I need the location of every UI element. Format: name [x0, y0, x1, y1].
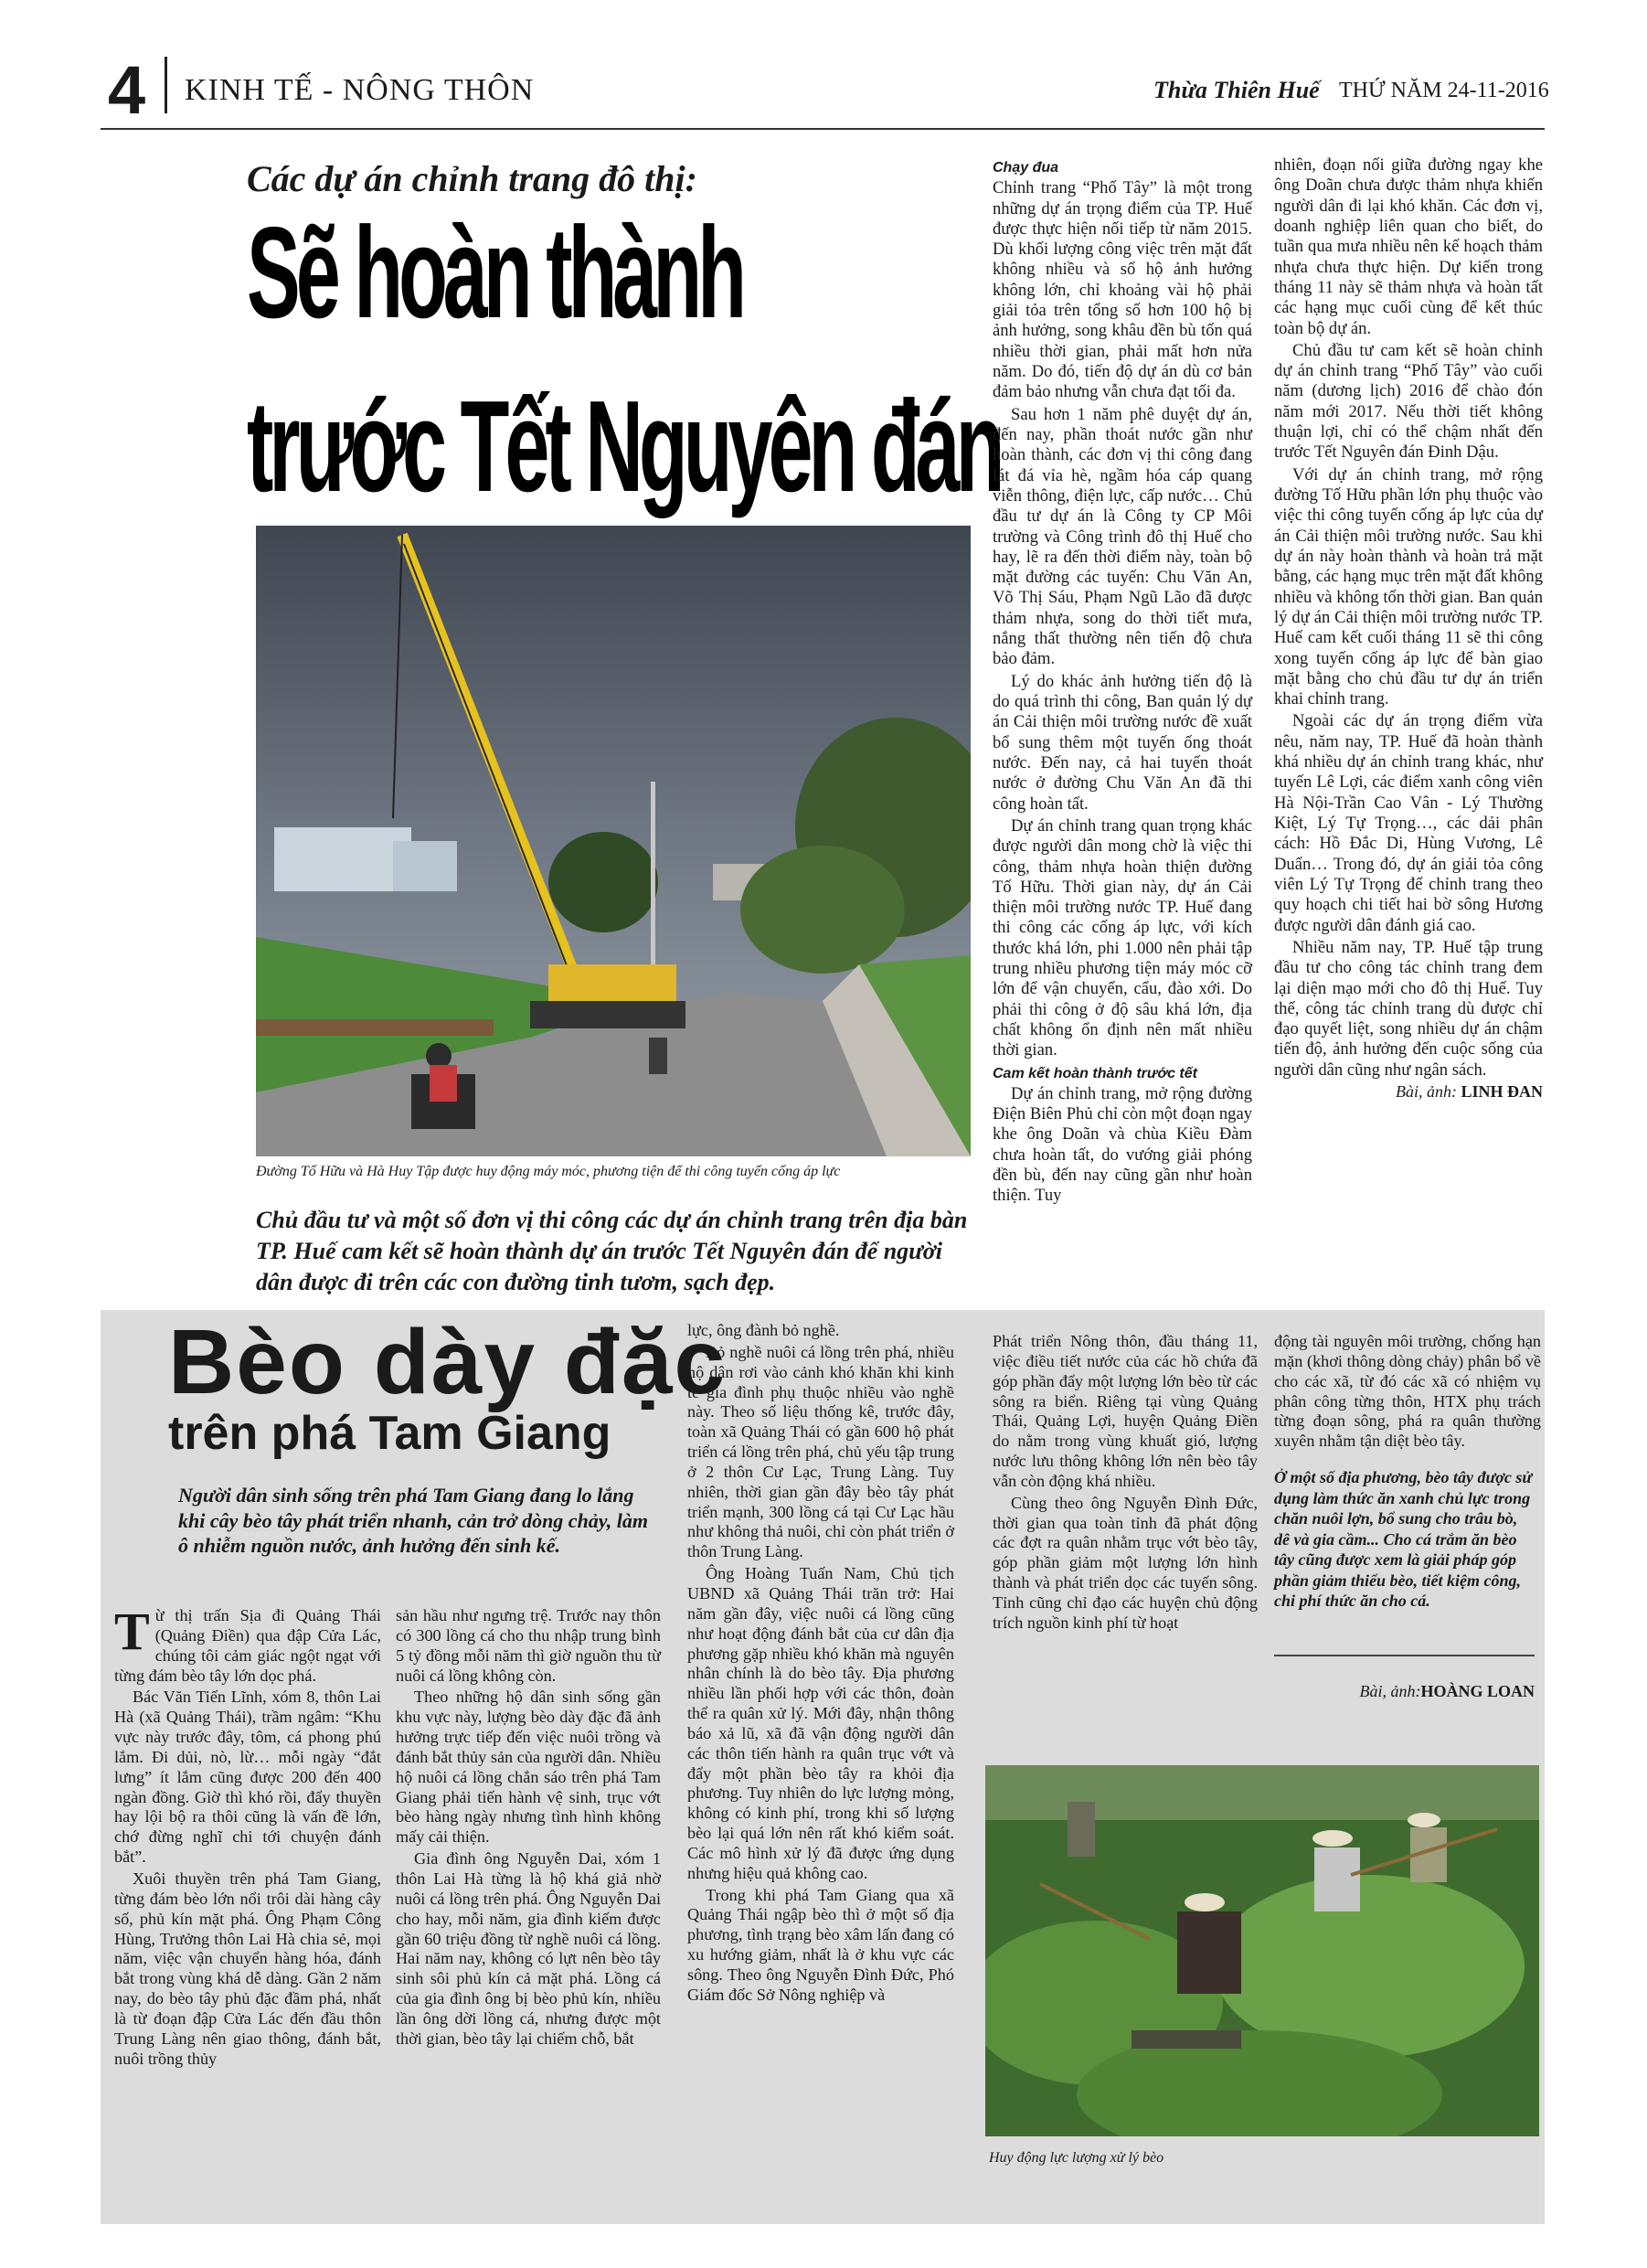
article2-paragraph: Trong khi phá Tam Giang qua xã Quảng Thái ngập bèo thì ở một số địa phương, tình trạng bèo xâm lấn đang có xu hướng giảm, nhất là ở khu vực các sông. Theo ông Nguyễn Đình Đức, Phó Giám đốc Sở Nông nghiệp và [687, 1885, 954, 2004]
article2-paragraph: sản hầu như ngưng trệ. Trước nay thôn có 300 lồng cá cho thu nhập trung bình 5 tỷ đồng mỗi năm thì giờ nguồn thu từ nuôi cá lồng không còn. [396, 1606, 661, 1685]
article1-paragraph: Lý do khác ảnh hưởng tiến độ là do quá trình thi công, Ban quản lý dự án Cải thiện môi trường nước đề xuất bổ sung thêm một tuyến ống thoát nước. Đến nay, cả hai tuyến thoát nước ở đường Chu Văn An đã thi công hoàn tất. [993, 671, 1252, 814]
quote-rule [1274, 1655, 1535, 1656]
header-divider [165, 57, 167, 113]
article2-paragraph: Gia đình ông Nguyễn Dai, xóm 1 thôn Lai Hà từng là hộ khá giả nhờ nuôi cá lồng trên phá. Ông Nguyễn Dai cho hay, mỗi năm, gia đình kiếm được gần 60 triệu đồng từ nghề nuôi cá lồng. Hai năm nay, không có lựt nên bèo tây sinh sôi phủ kín cả mặt phá. Lồng cá của gia đình ông bị bèo phủ kín, nhiều lần ông dời lồng cá, nhưng được một thời gian, bèo tây lại chiếm chỗ, bắt [396, 1849, 661, 2048]
article2-paragraph: động tài nguyên môi trường, chống hạn mặn (khơi thông dòng chảy) phân bổ về cho các xã, từ đó các xã có nhiệm vụ phân công từng thôn, HTX phụ trách từng đoạn sông, phá ra quân thường xuyên nhằm tận diệt bèo tây. [1274, 1332, 1541, 1451]
byline-prefix: Bài, ảnh: [1359, 1682, 1421, 1700]
article1-photo [256, 526, 971, 1156]
article2-paragraph: Phát triển Nông thôn, đầu tháng 11, việc điều tiết nước của các hồ chứa đã góp phần đẩy một lượng lớn bèo từ các sông ra biển. Riêng tại vùng Quảng Thái, Quảng Lợi, huyện Quảng Điền do nằm trong vùng khuất gió, lượng nước lưu thông không lớn nên bèo tây vẫn còn động khá nhiều. [993, 1332, 1258, 1490]
article2-paragraph: Theo những hộ dân sinh sống gần khu vực này, lượng bèo dày đặc đã ảnh hưởng trực tiếp đến việc nuôi trồng và đánh bắt thủy sản của người dân. Nhiều hộ nuôi cá lồng chắn sáo trên phá Tam Giang phải tiến hành vệ sinh, trục vớt bèo hàng ngày nhưng tình hình không mấy cải thiện. [396, 1688, 661, 1847]
article1-paragraph: nhiên, đoạn nối giữa đường ngay khe ông Doãn chưa được thảm nhựa khiến người dân đi lại khó khăn. Các đơn vị, doanh nghiệp liên quan cho biết, do tuần qua mưa nhiều nên kế hoạch thảm nhựa chưa thực hiện. Dự kiến trong tháng 11 này sẽ thảm nhựa và hoàn tất các hạng mục cuối cùng để kết thúc toàn bộ dự án. [1274, 155, 1543, 338]
article2-paragraph: Xuôi thuyền trên phá Tam Giang, từng đám bèo lớn nổi trôi dài hàng cây số, phủ kín mặt phá. Ông Phạm Công Hùng, Trưởng thôn Lai Hà chia sẻ, mọi năm, việc vận chuyển hàng hóa, đánh bắt trong vùng khá dễ dàng. Gần 2 năm nay, do bèo tây phủ đặc đầm phá, nhất là từ đoạn đập Cửa Lác đến đầu thôn Trung Làng nên giao thông, đánh bắt, nuôi trồng thủy [114, 1869, 381, 2068]
article1-subhead-2: Cam kết hoàn thành trước tết [993, 1065, 1197, 1081]
article2-headline-line1: Bèo dày đặc [168, 1311, 728, 1413]
article1-column-2 [1274, 155, 1543, 1102]
article1-paragraph: Dự án chỉnh trang, mở rộng đường Điện Biên Phủ chỉ còn một đoạn ngay khe ông Doãn và chùa Kiều Đàm chưa hoàn tất, do vướng giải phóng đền bù, đến nay cũng gần như hoàn thiện. Tuy [993, 1083, 1252, 1206]
byline-author: LINH ĐAN [1461, 1082, 1543, 1102]
issue-date: THỨ NĂM 24-11-2016 [1339, 79, 1549, 102]
article2-lead: Người dân sinh sống trên phá Tam Giang đang lo lắng khi cây bèo tây phát triển nhanh, cản trở dòng chảy, làm ô nhiễm nguồn nước, ảnh hưởng đến sinh kế. [178, 1484, 648, 1557]
article2-column-4 [993, 1332, 1258, 1635]
article1-paragraph: Chỉnh trang “Phố Tây” là một trong những dự án trọng điểm của TP. Huế được thực hiện nối tiếp từ năm 2015. Dù khối lượng công việc trên mặt đất không nhiều và số hộ ảnh hưởng không lớn, chỉ khoảng vài hộ phải giải tỏa trên tổng số hơn 100 hộ bị ảnh hưởng, song khâu đền bù tốn quá nhiều thời gian, phải mất hơn nửa năm. Do đó, tiến độ dự án dù cơ bản đảm bảo nhưng vẫn chưa đạt tối đa. [993, 178, 1252, 402]
article1-paragraph: Chủ đầu tư cam kết sẽ hoàn chỉnh dự án chỉnh trang “Phố Tây” vào cuối năm (dương lịch) 2016 để chào đón năm mới 2017. Nếu thời tiết không thuận lợi, chỉ có thể chậm nhất đến trước Tết Nguyên đán Đinh Dậu. [1274, 340, 1543, 463]
article2-pull-quote: Ở một số địa phương, bèo tây được sử dụng làm thức ăn xanh chủ lực trong chăn nuôi lợn, bổ sung cho trâu bò, dê và gia cầm... Cho cá trắm ăn bèo tây cũng được xem là giải pháp góp phần giảm thiểu bèo, tiết kiệm công, chi phí thức ăn cho cá. [1274, 1468, 1533, 1610]
article1-subhead-1: Chạy đua [993, 160, 1059, 176]
article1-column-1 [993, 155, 1252, 1209]
article1-paragraph: Ngoài các dự án trọng điểm vừa nêu, năm nay, TP. Huế đã hoàn thành khá nhiều dự án chỉnh trang khác, như tuyến Lê Lợi, các điểm xanh công viên Hà Nội-Trần Cao Vân - Lý Thường Kiệt, Lý Tự Trọng…, các dải phân cách: Hồ Đắc Di, Hùng Vương, Lê Duẩn… Trong đó, dự án giải tỏa công viên Lý Tự Trọng để chỉnh trang theo quy hoạch chi tiết hai bờ sông Hương được người dân đánh giá cao. [1274, 711, 1543, 935]
article2-column-5 [1274, 1332, 1541, 1453]
article1-paragraph: Với dự án chỉnh trang, mở rộng đường Tố Hữu phần lớn phụ thuộc vào việc thi công tuyến cống áp lực của dự án Cải thiện môi trường nước. Sau khi dự án này hoàn thành và hoàn trả mặt bằng, các hạng mục trên mặt đất không nhiều và không tốn thời gian. Ban quản lý dự án Cải thiện môi trường nước TP. Huế cam kết cuối tháng 11 sẽ thi công xong tuyến cống áp lực để bàn giao mặt bằng cho chủ đầu tư dự án triển khai chỉnh trang. [1274, 464, 1543, 709]
article1-headline-line2: trước Tết Nguyên đán [247, 374, 1001, 519]
article2-paragraph: Bác Văn Tiến Lĩnh, xóm 8, thôn Lai Hà (xã Quảng Thái), trầm ngâm: “Khu vực này trước đây, tôm, cá phong phú lắm. Đi dủi, nò, lừ… mỗi ngày “đắt lưng” ít lắm cũng được 200 đến 400 ngàn đồng. Giờ thì khó rồi, đẩy thuyền hay lội bộ ra thôi cũng là vấn đề lớn, chớ đừng nghĩ chi tới chuyện đánh bắt”. [114, 1688, 381, 1867]
article2-byline [1274, 1682, 1535, 1701]
article1-paragraph: Sau hơn 1 năm phê duyệt dự án, đến nay, phần thoát nước gần như hoàn thành, các đơn vị thi công đang lát đá vỉa hè, ngầm hóa cáp quang viễn thông, điện lực, cấp nước… Chủ đầu tư dự án là Công ty CP Môi trường và Công trình đô thị Huế cho hay, lẽ ra đến thời điểm này, toàn bộ mặt đường các tuyến: Chu Văn An, Võ Thị Sáu, Phạm Ngũ Lão đã được thảm nhựa, song do thời tiết mưa, nắng thất thường nên tiến độ chưa bảo đảm. [993, 404, 1252, 669]
article2-paragraph: lực, ông đành bỏ nghề. [687, 1321, 840, 1339]
article2-paragraph: Bỏ nghề nuôi cá lồng trên phá, nhiều hộ dân rơi vào cảnh khó khăn khi kinh tế gia đình phụ thuộc nhiều vào nghề này. Theo số liệu thống kê, trước đây, toàn xã Quảng Thái có gần 600 hộ phát triển cá lồng trên phá, chủ yếu tập trung ở 2 thôn Cư Lạc, Trung Làng. Tuy nhiên, thời gian gần đây bèo tây phát triển mạnh, 300 lồng cá tại Cư Lạc hầu như không thả nuôi, chỉ còn phát triển ở thôn Trung Làng. [687, 1342, 954, 1561]
section-title: KINH TẾ - NÔNG THÔN [185, 73, 535, 107]
article1-paragraph: Nhiều năm nay, TP. Huế tập trung đầu tư cho công tác chỉnh trang đem lại diện mạo mới cho đô thị Huế. Tuy thế, công tác chỉnh trang dù được chỉ đạo quyết liệt, song nhiều dự án chậm tiến độ, ảnh hưởng đến cuộc sống của người dân cũng như ngân sách. [1274, 937, 1543, 1080]
article2-photo-caption: Huy động lực lượng xử lý bèo [989, 2150, 1164, 2166]
drop-cap: T [114, 1602, 150, 1661]
article1-kicker: Các dự án chỉnh trang đô thị: [247, 158, 697, 199]
article2-photo [985, 1765, 1539, 2136]
article2-column-1 [114, 1602, 381, 2071]
article2-paragraph: Ông Hoàng Tuấn Nam, Chủ tịch UBND xã Quảng Thái trăn trở: Hai năm gần đây, việc nuôi cá lồng cũng như hoạt động đánh bắt của cư dân địa phương gặp nhiều khó khăn mà nguyên nhân chính là do bèo tây. Địa phương nhiều lần phối hợp với các thôn, đoàn thể ra quân xử lý. Mới đây, nhận thông báo xả lũ, xã đã vận động người dân các thôn tiến hành ra quân trục vớt và đẩy một phần bèo tây ra khỏi địa phương. Tuy nhiên do lực lượng mỏng, không có kinh phí, trong khi số lượng bèo lại quá lớn nên rất khó kiểm soát. Các mô hình xử lý đã được ứng dụng nhưng hiệu quả không cao. [687, 1564, 954, 1882]
byline-author: HOÀNG LOAN [1420, 1682, 1535, 1700]
article1-byline [1274, 1082, 1543, 1102]
byline-prefix: Bài, ảnh: [1395, 1082, 1457, 1102]
article1-paragraph: Dự án chỉnh trang quan trọng khác được người dân mong chờ là việc thi công, thảm nhựa hoàn thiện đường Tố Hữu. Thời gian này, dự án Cải thiện môi trường nước TP. Huế đang thi công các cống áp lực, với kích thước khá lớn, phi 1.000 nên phải tập trung nhiều phương tiện máy móc cỡ lớn để vận chuyển, cẩu, đào xới. Do phải thi công ở độ sâu khá lớn, địa chất không ổn định nên mất nhiều thời gian. [993, 815, 1252, 1060]
article2-column-3 [687, 1321, 954, 2007]
article1-lead: Chủ đầu tư và một số đơn vị thi công các dự án chỉnh trang trên địa bàn TP. Huế cam kết sẽ hoàn thành dự án trước Tết Nguyên đán để người dân được đi trên các con đường tinh tươm, sạch đẹp. [256, 1207, 968, 1295]
article1-headline-line1: Sẽ hoàn thành [247, 200, 743, 346]
article2-column-2 [396, 1606, 661, 2051]
paper-name: Thừa Thiên Huế [1153, 77, 1320, 103]
article1-photo-caption: Đường Tố Hữu và Hà Huy Tập được huy động máy móc, phương tiện để thi công tuyến cống áp lực [256, 1164, 841, 1179]
article2-paragraph: Từ thị trấn Sịa đi Quảng Thái (Quảng Điền) qua đập Cửa Lác, chúng tôi cảm giác ngột ngạt với từng đám bèo tây lớn dọc phá. [114, 1602, 381, 1685]
header-rule [101, 128, 1545, 130]
page-number: 4 [108, 52, 146, 128]
article2-paragraph: Cùng theo ông Nguyễn Đình Đức, thời gian qua toàn tỉnh đã phát động các đợt ra quân nhằm trục vớt bèo tây, góp phần giảm một lượng lớn hình thành và phát triển dọc các tuyến sông. Tỉnh cũng chỉ đạo các huyện chủ động trích nguồn kinh phí từ hoạt [993, 1493, 1258, 1632]
article2-headline-line2: trên phá Tam Giang [168, 1407, 611, 1460]
